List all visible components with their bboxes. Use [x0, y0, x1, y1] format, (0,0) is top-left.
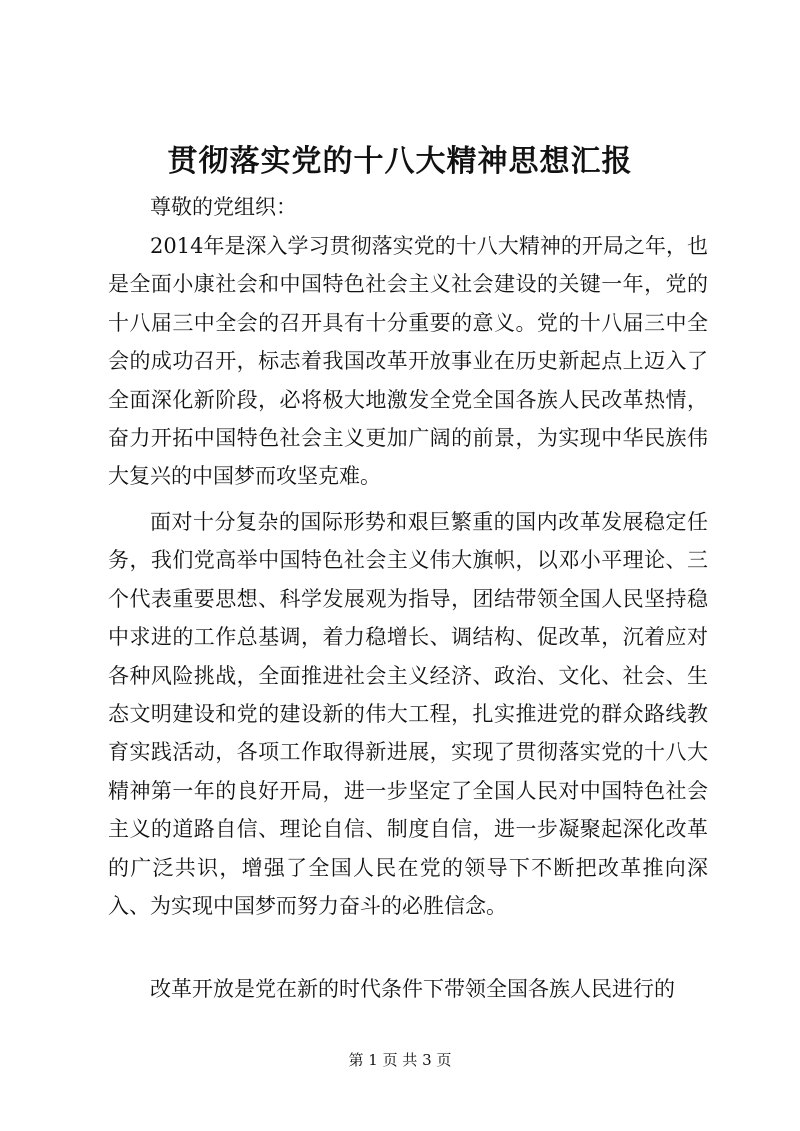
paragraph-2: 面对十分复杂的国际形势和艰巨繁重的国内改革发展稳定任务，我们党高举中国特色社会主义伟大旗帜，以邓小平理论、三个代表重要思想、科学发展观为指导，团结带领全国人民坚持稳中求进的工作总基调，着力稳增长、调结构、促改革，沉着应对各种风险挑战，全面推进社会主义经济、政治、文化、社会、生态文明建设和党的建设新的伟大工程，扎实推进党的群众路线教育实践活动，各项工作取得新进展，实现了贯彻落实党的十八大精神第一年的良好开局，进一步坚定了全国人民对中国特色社会主义的道路自信、理论自信、制度自信，进一步凝聚起深化改革的广泛共识，增强了全国人民在党的领导下不断把改革推向深入、为实现中国梦而努力奋斗的必胜信念。 [108, 510, 708, 919]
paragraph-3: 改革开放是党在新的时代条件下带领全国各族人民进行的 [150, 977, 675, 1001]
salutation: 尊敬的党组织： [150, 195, 297, 219]
paragraph-1: 2014年是深入学习贯彻落实党的十八大精神的开局之年，也是全面小康社会和中国特色社会主义社会建设的关键一年，党的十八届三中全会的召开具有十分重要的意义。党的十八届三中全会的成功召开，标志着我国改革开放事业在历史新起点上迈入了全面深化新阶段，必将极大地激发全党全国各族人民改革热情，奋力开拓中国特色社会主义更加广阔的前景，为实现中华民族伟大复兴的中国梦而攻坚克难。 [108, 234, 708, 489]
document-title: 贯彻落实党的十八大精神思想汇报 [167, 144, 633, 179]
page-footer: 第 1 页 共 3 页 [348, 1051, 452, 1069]
